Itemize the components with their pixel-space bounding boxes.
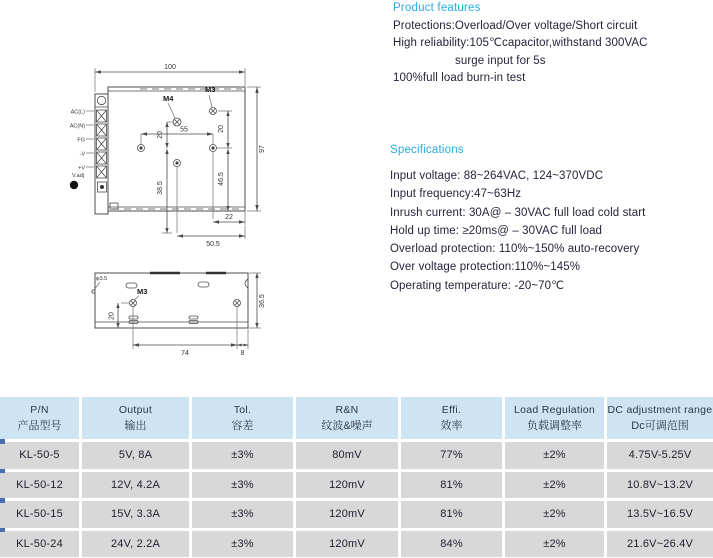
svg-text:97: 97: [259, 145, 266, 153]
feature-line: 100%full load burn-in test: [393, 72, 526, 85]
dimension-97: [247, 87, 266, 211]
svg-text:100: 100: [164, 64, 176, 71]
product-features-heading: Product features: [393, 2, 481, 14]
table-cell: KL-50-15: [0, 501, 79, 528]
dimension-20-left: [157, 122, 174, 148]
row-separator-marker: [0, 528, 5, 533]
table-cell: ±2%: [505, 442, 604, 469]
row-separator-marker: [0, 439, 5, 444]
terminal-label-acn: AC(N): [69, 123, 85, 130]
svg-text:38.5: 38.5: [157, 181, 164, 195]
model-spec-table: [0, 397, 713, 557]
table-cell: ±3%: [192, 442, 293, 469]
dimension-20-right: [217, 111, 232, 148]
table-cell: 81%: [401, 472, 502, 499]
table-cell: ±3%: [192, 531, 293, 558]
svg-text:20: 20: [108, 312, 116, 320]
table-header-pn: P/N 产品型号: [0, 397, 79, 439]
table-cell: 120mV: [296, 531, 398, 558]
table-cell: 120mV: [296, 472, 398, 499]
table-cell: 81%: [401, 501, 502, 528]
chassis-outline: [108, 87, 245, 211]
table-cell: 10.8V~13.2V: [607, 472, 713, 499]
dimension-55: [141, 127, 213, 145]
dimension-46-5: [218, 149, 230, 211]
row-separator-marker: [0, 469, 5, 474]
svg-text:55: 55: [180, 126, 188, 134]
table-cell: 77%: [401, 442, 502, 469]
terminal-block: [95, 94, 108, 214]
dimension-8: [237, 329, 248, 357]
table-cell: 80mV: [296, 442, 398, 469]
table-cell: 12V, 4.2A: [82, 472, 189, 499]
table-cell: 15V, 3.3A: [82, 501, 189, 528]
dimension-36-5: [249, 273, 266, 328]
table-header-effi: Effi. 效率: [401, 397, 502, 439]
spec-line: Hold up time: ≥20ms@ – 30VAC full load: [390, 224, 603, 237]
feature-line: High reliability:105℃capacitor,withstand 300VAC: [393, 37, 648, 50]
table-cell: 4.75V-5.25V: [607, 442, 713, 469]
svg-text:46.5: 46.5: [218, 172, 225, 186]
svg-text:36.5: 36.5: [259, 294, 266, 308]
m4-label: M4: [163, 94, 174, 103]
table-header-loadreg: Load Regulation 负载调整率: [505, 397, 604, 439]
terminal-labels: [70, 110, 94, 190]
spec-line: Input voltage: 88~264VAC, 124~370VDC: [390, 170, 604, 182]
top-view-drawing: [60, 55, 310, 265]
svg-text:74: 74: [181, 350, 189, 357]
table-cell: 21.6V~26.4V: [607, 531, 713, 558]
side-view-drawing: [88, 270, 308, 365]
svg-text:22: 22: [225, 214, 233, 221]
spec-line: Input frequency:47~63Hz: [390, 188, 522, 201]
svg-text:20: 20: [218, 125, 225, 133]
table-cell: ±3%: [192, 501, 293, 528]
specifications-section: [390, 144, 710, 295]
table-cell: KL-50-12: [0, 472, 79, 499]
terminal-label-posv: +V: [78, 165, 85, 172]
vadj-knob-icon: [70, 181, 78, 189]
mounting-holes: [138, 108, 217, 167]
table-header-dcrange: DC adjustment range Dc可调范围: [607, 397, 713, 439]
spec-line: Inrush current: 30A@ – 30VAC full load cold start: [390, 206, 646, 219]
feature-line: Protections:Overload/Over voltage/Short circuit: [393, 20, 638, 32]
table-cell: ±3%: [192, 472, 293, 499]
row-separator-marker: [0, 498, 5, 503]
terminal-label-vadj: V.adj: [71, 173, 84, 179]
svg-text:8: 8: [240, 350, 245, 357]
specifications-heading: Specifications: [390, 144, 464, 156]
product-features-section: [393, 2, 713, 88]
side-m3-label: M3: [137, 287, 148, 296]
table-header-tol: Tol. 容差: [192, 397, 293, 439]
side-screws: [130, 300, 241, 307]
table-header-output: Output 输出: [82, 397, 189, 439]
terminal-label-fg: FG: [77, 137, 85, 144]
table-cell: KL-50-5: [0, 442, 79, 469]
dimension-100: [95, 64, 245, 92]
table-cell: ±2%: [505, 472, 604, 499]
spec-line: Overload protection: 110%~150% auto-recovery: [390, 243, 640, 256]
dimension-74: [133, 307, 237, 357]
dimension-side-20: [109, 303, 130, 328]
table-header-rn: R&N 纹波&噪声: [296, 397, 398, 439]
table-cell: ±2%: [505, 531, 604, 558]
svg-text:50.5: 50.5: [206, 241, 220, 248]
terminal-label-negv: -V: [79, 151, 85, 158]
hole-diameter-label: φ3.5: [96, 276, 108, 282]
dimension-22: [213, 152, 245, 225]
m3-label: M3: [205, 85, 216, 94]
table-cell: KL-50-24: [0, 531, 79, 558]
table-cell: 84%: [401, 531, 502, 558]
dimension-50-5: [177, 167, 245, 248]
table-cell: 13.5V~16.5V: [607, 501, 713, 528]
terminal-label-acl: AC(L): [70, 109, 85, 116]
table-cell: 24V, 2.2A: [82, 531, 189, 558]
svg-text:20: 20: [157, 131, 164, 139]
dimension-38-5: [157, 149, 172, 233]
feature-line: surge input for 5s: [455, 54, 546, 67]
table-cell: ±2%: [505, 501, 604, 528]
spec-line: Operating temperature: -20~70℃: [390, 279, 565, 292]
spec-line: Over voltage protection:110%~145%: [390, 261, 581, 274]
table-cell: 120mV: [296, 501, 398, 528]
table-cell: 5V, 8A: [82, 442, 189, 469]
